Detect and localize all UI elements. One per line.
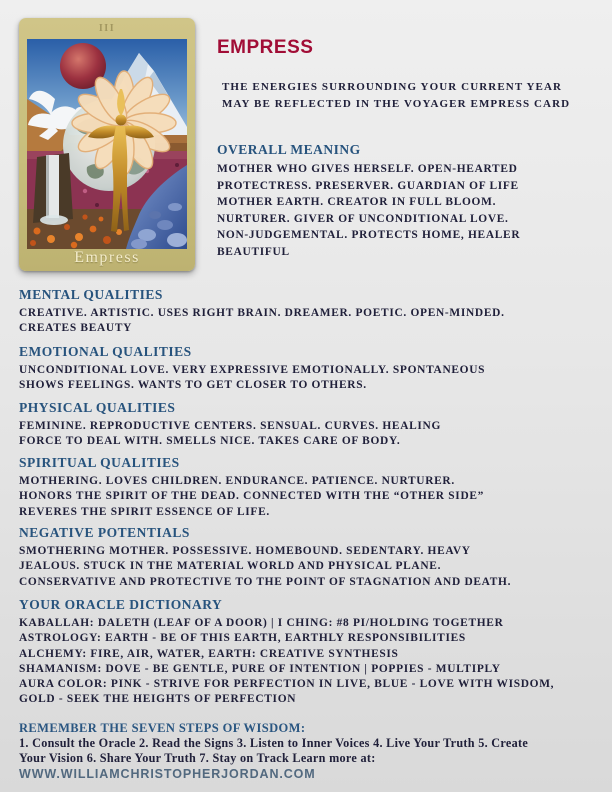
section-mental-qualities — [19, 286, 505, 337]
body-line: MOTHER WHO GIVES HERSELF. OPEN-HEARTED — [217, 163, 518, 175]
card-numeral: III — [98, 23, 116, 34]
footer-seven-steps — [19, 720, 528, 781]
body-line: HONORS THE SPIRIT OF THE DEAD. CONNECTED WITH THE “OTHER SIDE” — [19, 490, 485, 503]
page-title: EMPRESS — [217, 37, 314, 58]
section-heading: EMOTIONAL QUALITIES — [19, 344, 192, 359]
footer-heading: REMEMBER THE SEVEN STEPS OF WISDOM: — [19, 721, 306, 735]
intro-line: MAY BE REFLECTED IN THE VOYAGER EMPRESS CARD — [222, 98, 571, 110]
footer-steps-line: Your Vision 6. Share Your Truth 7. Stay on Track Learn more at: — [19, 751, 376, 766]
body-line: NURTURER. GIVER OF UNCONDITIONAL LOVE. — [217, 212, 509, 225]
body-line: GOLD - SEEK THE HEIGHTS OF PERFECTION — [19, 693, 297, 706]
section-heading: OVERALL MEANING — [217, 142, 361, 157]
section-heading: YOUR ORACLE DICTIONARY — [19, 597, 223, 612]
section-physical-qualities — [19, 399, 441, 450]
section-overall-meaning — [217, 141, 520, 261]
card-artwork — [27, 39, 187, 249]
waterfall-icon — [33, 153, 73, 225]
body-line: CONSERVATIVE AND PROTECTIVE TO THE POINT OF STAGNATION AND DEATH. — [19, 575, 512, 588]
section-heading: PHYSICAL QUALITIES — [19, 400, 176, 415]
section-heading: SPIRITUAL QUALITIES — [19, 455, 180, 470]
body-line: PROTECTRESS. PRESERVER. GUARDIAN OF LIFE — [217, 179, 519, 192]
section-negative-potentials — [19, 524, 511, 590]
section-spiritual-qualities — [19, 454, 484, 520]
body-line: ALCHEMY: FIRE, AIR, WATER, EARTH: CREATIVE SYNTHESIS — [19, 647, 399, 660]
empress-tarot-card — [19, 18, 195, 271]
body-line: CREATES BEAUTY — [19, 322, 133, 335]
body-line: MOTHERING. LOVES CHILDREN. ENDURANCE. PATIENCE. NURTURER. — [19, 475, 455, 487]
body-line: REVERES THE SPIRIT ESSENCE OF LIFE. — [19, 505, 270, 518]
body-line: CREATIVE. ARTISTIC. USES RIGHT BRAIN. DREAMER. POETIC. OPEN-MINDED. — [19, 307, 505, 319]
body-line: BEAUTIFUL — [217, 245, 290, 258]
body-line: ASTROLOGY: EARTH - BE OF THIS EARTH, EARTHLY RESPONSIBILITIES — [19, 632, 466, 645]
footer-steps-line: 1. Consult the Oracle 2. Read the Signs 3. Listen to Inner Voices 4. Live Your Truth 5. Create — [19, 736, 529, 750]
body-line: NON-JUDGEMENTAL. PROTECTS HOME, HEALER — [217, 229, 521, 242]
section-oracle-dictionary — [19, 596, 554, 708]
intro-line: THE ENERGIES SURROUNDING YOUR CURRENT YEAR — [222, 81, 563, 93]
body-line: FEMININE. REPRODUCTIVE CENTERS. SENSUAL. CURVES. HEALING — [19, 420, 442, 432]
body-line: FORCE TO DEAL WITH. SMELLS NICE. TAKES CARE OF BODY. — [19, 435, 401, 448]
section-heading: MENTAL QUALITIES — [19, 287, 163, 302]
body-line: SHAMANISM: DOVE - BE GENTLE, PURE OF INTENTION | POPPIES - MULTIPLY — [19, 662, 501, 675]
body-line: JEALOUS. STUCK IN THE MATERIAL WORLD AND PHYSICAL PLANE. — [19, 560, 442, 573]
card-title-label: Empress — [74, 249, 140, 266]
body-line: KABALLAH: DALETH (LEAF OF A DOOR) | I CHING: #8 PI/HOLDING TOGETHER — [19, 617, 504, 629]
intro-text — [222, 79, 570, 113]
body-line: UNCONDITIONAL LOVE. VERY EXPRESSIVE EMOTIONALLY. SPONTANEOUS — [19, 364, 486, 376]
card-art-svg — [27, 39, 187, 249]
section-emotional-qualities — [19, 343, 485, 394]
body-line: SHOWS FEELINGS. WANTS TO GET CLOSER TO OTHERS. — [19, 379, 367, 392]
website-url-link[interactable]: WWW.WILLIAMCHRISTOPHERJORDAN.COM — [19, 767, 316, 782]
body-line: SMOTHERING MOTHER. POSSESSIVE. HOMEBOUND. SEDENTARY. HEAVY — [19, 545, 471, 557]
body-line: MOTHER EARTH. CREATOR IN FULL BLOOM. — [217, 196, 497, 209]
section-heading: NEGATIVE POTENTIALS — [19, 525, 190, 540]
body-line: AURA COLOR: PINK - STRIVE FOR PERFECTION IN LIVE, BLUE - LOVE WITH WISDOM, — [19, 678, 555, 691]
